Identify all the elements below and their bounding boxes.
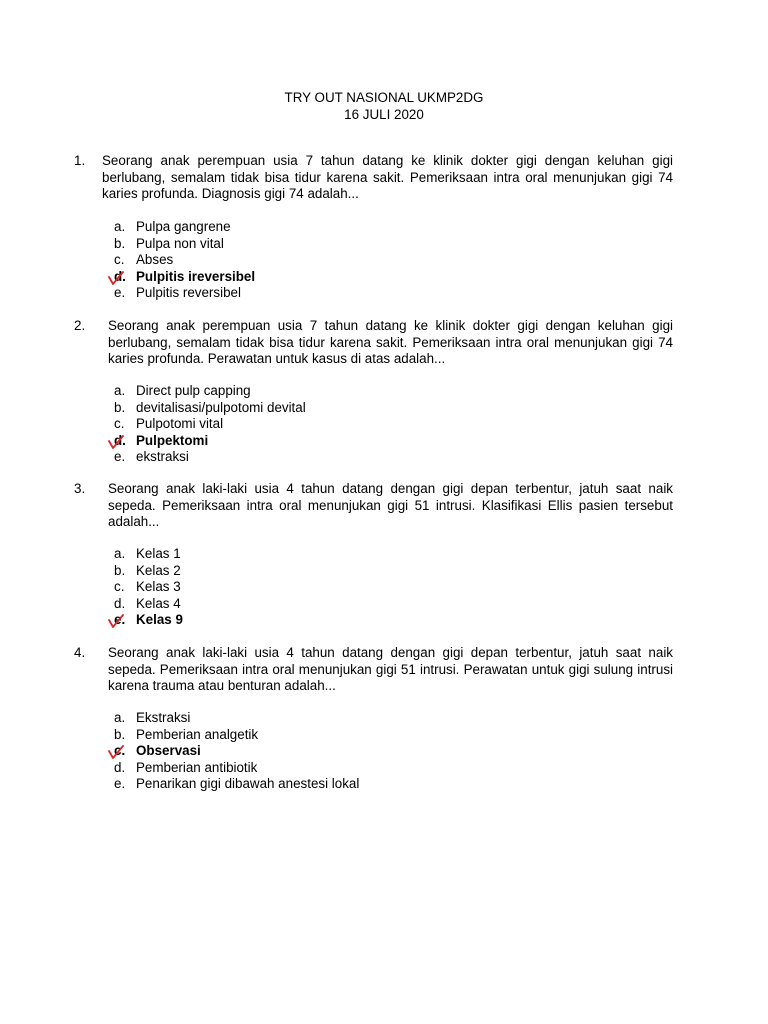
option-c[interactable] — [114, 252, 514, 269]
option-letter: a. — [114, 546, 126, 561]
option-letter: b. — [114, 562, 126, 578]
option-d[interactable] — [114, 596, 514, 613]
option-e[interactable] — [114, 612, 514, 629]
question-number: 1. — [74, 153, 86, 168]
option-letter: c. — [114, 252, 125, 267]
option-text: Pemberian antibiotik — [136, 759, 258, 775]
question-text: Seorang anak laki-laki usia 4 tahun datang dengan gigi depan terbentur, jatuh saat naik sepeda. Pemeriksaan intra oral menunjukan gigi 51 intrusi. Klasifikasi Ellis pasien tersebut adalah... — [108, 481, 673, 530]
option-letter: c. — [114, 743, 126, 758]
option-d[interactable] — [114, 760, 514, 777]
option-e[interactable] — [114, 776, 514, 793]
option-letter: e. — [114, 449, 126, 464]
option-letter: c. — [114, 416, 125, 431]
option-text: ekstraksi — [136, 449, 189, 464]
option-a[interactable] — [114, 710, 514, 727]
option-text: Pulpotomi vital — [136, 416, 224, 431]
question-text: Seorang anak laki-laki usia 4 tahun datang dengan gigi depan terbentur, jatuh saat naik sepeda. Pemeriksaan intra oral menunjukan gigi 51 intrusi. Perawatan untuk gigi sulung intrusi karena trauma atau benturan adalah... — [108, 645, 673, 694]
option-letter: d. — [114, 759, 126, 775]
option-c[interactable] — [114, 579, 514, 596]
option-text: Pulpitis reversibel — [136, 285, 241, 300]
option-c[interactable] — [114, 416, 514, 433]
option-letter: a. — [114, 383, 126, 398]
option-list — [114, 710, 514, 793]
option-text: Observasi — [136, 743, 201, 758]
question-text: Seorang anak perempuan usia 7 tahun datang ke klinik dokter gigi dengan keluhan gigi berlubang, semalam tidak bisa tidur karena sakit. Pemeriksaan intra oral menunjukan gigi 74 karies profunda. Diagnosis gigi 74 adalah... — [102, 153, 673, 202]
red-check-icon — [108, 614, 124, 630]
option-text: devitalisasi/pulpotomi devital — [136, 399, 306, 415]
option-text: Abses — [136, 252, 174, 267]
option-e[interactable] — [114, 285, 514, 302]
option-letter: e. — [114, 776, 126, 791]
option-text: Pulpa gangrene — [136, 219, 231, 234]
option-letter: a. — [114, 219, 126, 234]
option-b[interactable] — [114, 400, 514, 417]
option-letter: a. — [114, 710, 126, 725]
option-d[interactable] — [114, 269, 514, 286]
option-letter: d. — [114, 268, 126, 284]
option-b[interactable] — [114, 563, 514, 580]
option-text: Pulpa non vital — [136, 235, 224, 251]
option-list — [114, 219, 514, 302]
option-c[interactable] — [114, 743, 514, 760]
option-text: Direct pulp capping — [136, 383, 251, 398]
question-number: 4. — [74, 645, 86, 660]
option-letter: b. — [114, 235, 126, 251]
option-text: Kelas 4 — [136, 595, 181, 611]
option-a[interactable] — [114, 546, 514, 563]
option-text: Kelas 3 — [136, 579, 181, 594]
exam-date: 16 JULI 2020 — [344, 107, 424, 122]
question-number: 2. — [74, 318, 86, 333]
exam-title: TRY OUT NASIONAL UKMP2DG — [284, 90, 484, 105]
option-b[interactable] — [114, 727, 514, 744]
option-letter: d. — [114, 432, 126, 448]
option-b[interactable] — [114, 236, 514, 253]
option-text: Kelas 2 — [136, 562, 181, 578]
option-text: Kelas 1 — [136, 546, 181, 561]
question-number: 3. — [74, 481, 86, 496]
option-a[interactable] — [114, 383, 514, 400]
option-text: Penarikan gigi dibawah anestesi lokal — [136, 776, 360, 791]
option-letter: b. — [114, 726, 126, 742]
option-letter: d. — [114, 595, 126, 611]
option-text: Pemberian analgetik — [136, 726, 259, 742]
option-list — [114, 383, 514, 466]
option-letter: e. — [114, 612, 126, 627]
option-text: Pulpitis ireversibel — [136, 268, 256, 284]
option-letter: c. — [114, 579, 125, 594]
option-text: Ekstraksi — [136, 710, 191, 725]
option-e[interactable] — [114, 449, 514, 466]
option-letter: b. — [114, 399, 126, 415]
option-text: Kelas 9 — [136, 612, 183, 627]
option-letter: e. — [114, 285, 126, 300]
option-d[interactable] — [114, 433, 514, 450]
option-text: Pulpektomi — [136, 432, 209, 448]
option-a[interactable] — [114, 219, 514, 236]
option-list — [114, 546, 514, 629]
question-text: Seorang anak perempuan usia 7 tahun datang ke klinik dokter gigi dengan keluhan gigi berlubang, semalam tidak bisa tidur karena sakit. Pemeriksaan intra oral menunjukan gigi 74 karies profunda. Perawatan untuk kasus di atas adalah... — [108, 318, 673, 367]
